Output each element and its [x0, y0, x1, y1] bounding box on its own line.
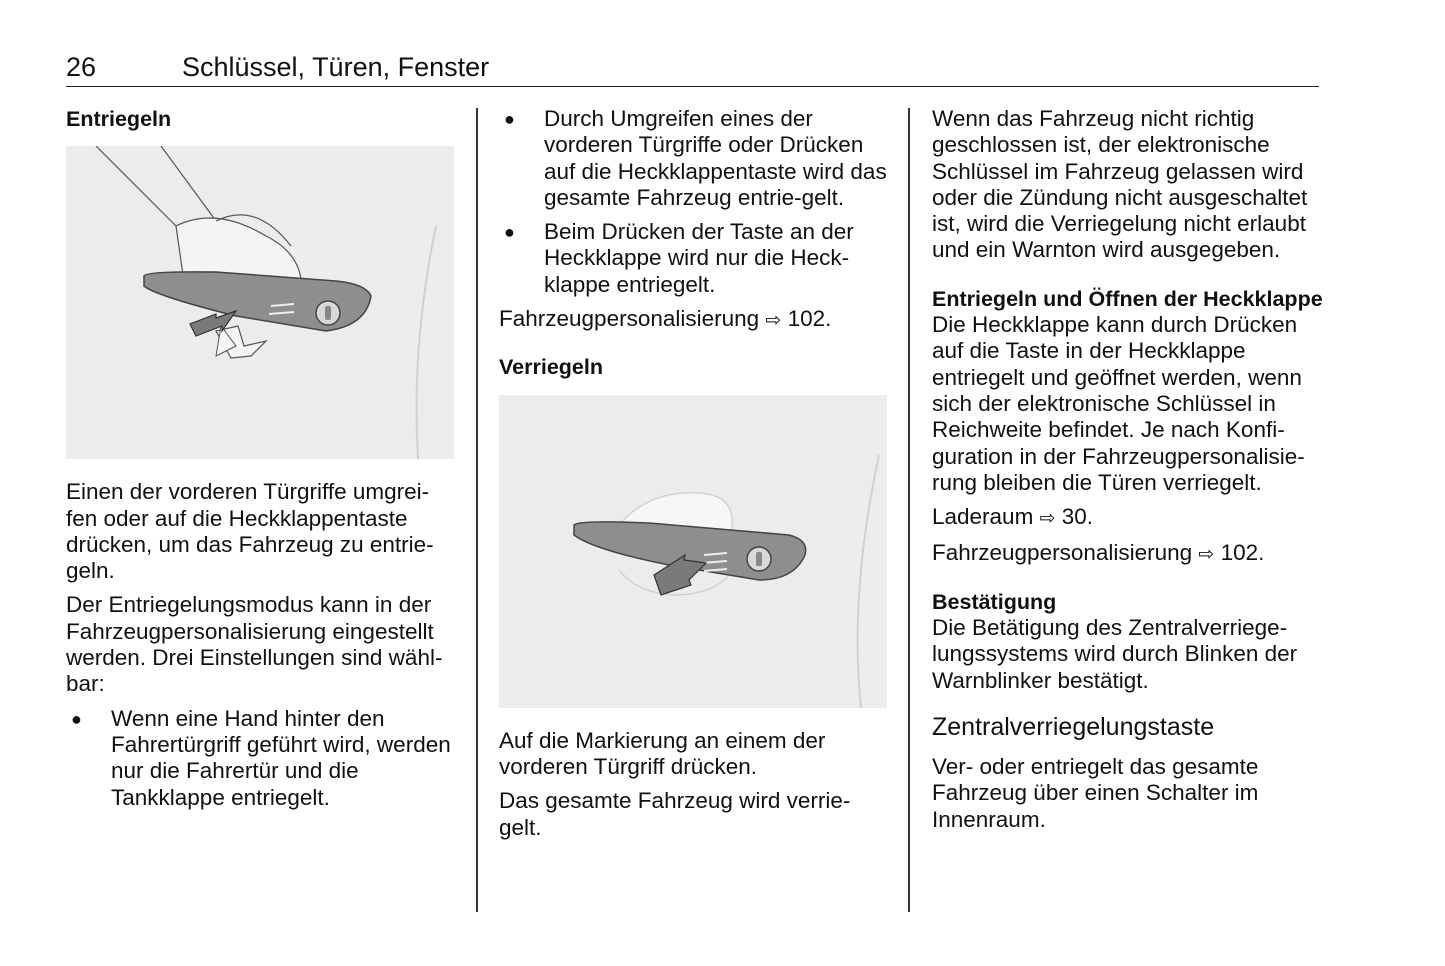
cross-reference: Fahrzeugpersonalisierung ⇨ 102. [499, 306, 832, 332]
bullet-list [499, 106, 891, 298]
column-3 [932, 106, 1324, 841]
paragraph: Die Betätigung des Zentralverriege-lungssystems wird durch Blinken der Warnblinker bestätigt. [932, 615, 1298, 693]
list-item: ● Durch Umgreifen eines der vorderen Türgriffe oder Drücken auf die Heckklappentaste wird das gesamte Fahrzeug entrie-gelt. [504, 106, 887, 210]
bullet-icon: ● [504, 109, 515, 129]
page-reference-arrow-icon: ⇨ [1039, 508, 1056, 530]
bullet-list [66, 706, 458, 811]
column-divider [908, 108, 910, 912]
paragraph: Die Heckklappe kann durch Drücken auf die Taste in der Heckklappe entriegelt und geöffnet werden, wenn sich der elektronische Schlüssel in Reichweite befindet. Je nach Konfi-guration in der Fahrzeugpersonalisie-rung bleiben die Türen verriegelt. [932, 312, 1305, 495]
bullet-icon: ● [71, 708, 82, 729]
page-reference-arrow-icon: ⇨ [765, 310, 782, 332]
bullet-icon: ● [504, 222, 515, 243]
page-number: 26 [66, 52, 97, 82]
paragraph: Der Entriegelungsmodus kann in der Fahrzeugpersonalisierung eingestellt werden. Drei Einstellungen sind wähl-bar: [66, 592, 443, 697]
paragraph: Wenn das Fahrzeug nicht richtig geschlossen ist, der elektronische Schlüssel im Fahrzeug gelassen wird oder die Zündung nicht ausgeschaltet ist, wird die Verriegelung nicht erlaubt und ein Warnton wird ausgegeben. [932, 106, 1308, 263]
door-handle-lock-press-illustration [499, 395, 887, 708]
figure-unlock [66, 146, 454, 459]
chapter-title: Schlüssel, Türen, Fenster [182, 52, 490, 82]
section-heading-entriegeln: Entriegeln [66, 107, 172, 131]
section-heading-verriegeln: Verriegeln [499, 355, 603, 380]
page-reference-arrow-icon: ⇨ [1198, 544, 1215, 566]
paragraph: Einen der vorderen Türgriffe umgrei-fen oder auf die Heckklappentaste drücken, um das Fahrzeug zu entrie-geln. [66, 479, 434, 584]
figure-lock [499, 395, 887, 708]
section-heading-heckklappe: Entriegeln und Öffnen der Heckklappe [932, 286, 1323, 311]
door-handle-unlock-hand-illustration [66, 146, 454, 459]
section-heading-bestaetigung: Bestätigung [932, 589, 1057, 614]
paragraph: Auf die Markierung an einem der vorderen Türgriff drücken. [499, 727, 826, 779]
column-2 [499, 106, 891, 849]
paragraph: Ver- oder entriegelt das gesamte Fahrzeug über einen Schalter im Innenraum. [932, 753, 1259, 832]
column-divider [476, 108, 478, 912]
cross-reference: Fahrzeugpersonalisierung ⇨ 102. [932, 540, 1265, 566]
cross-reference: Laderaum ⇨ 30. [932, 504, 1094, 530]
section-heading-zentralverriegelungstaste: Zentralverriegelungstaste [932, 712, 1215, 741]
paragraph: Das gesamte Fahrzeug wird verrie-gelt. [499, 788, 851, 840]
column-1 [66, 106, 458, 819]
page-header [66, 50, 1319, 87]
list-item: ● Wenn eine Hand hinter den Fahrertürgriff geführt wird, werden nur die Fahrertür und die Tankklappe entriegelt. [71, 705, 451, 810]
list-item: ● Beim Drücken der Taste an der Heckklappe wird nur die Heck-klappe entriegelt. [504, 219, 854, 297]
